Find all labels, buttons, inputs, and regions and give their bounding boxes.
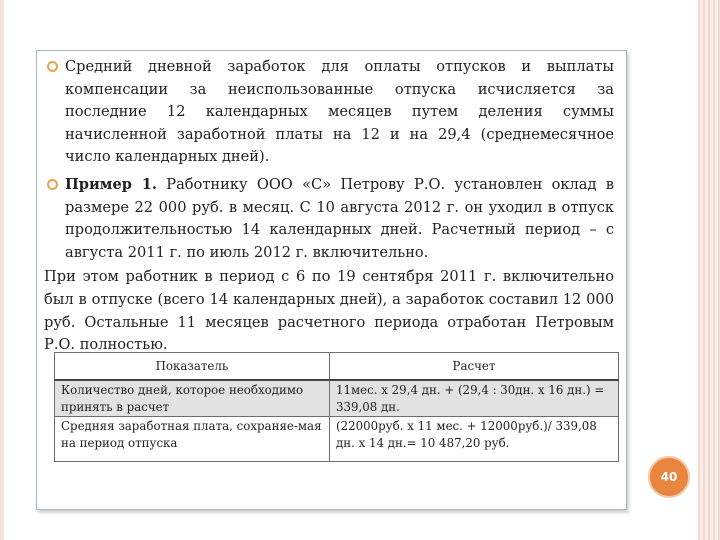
bullet-item-1: [44, 56, 614, 169]
table-header-row: [55, 353, 619, 381]
bullet-text: Работнику ООО «С» Петрову Р.О. установлен оклад в размере 22 000 руб. в месяц. С 10 августа 2012 г. он уходил в отпуск продолжительностью 14 календарных дней. Расчетный период – с августа 2011 г. по июль 2012 г. включительно.: [65, 175, 614, 261]
table-header-cell: Показатель: [55, 353, 330, 381]
table-row: [55, 380, 619, 417]
bullet-item-2: [44, 174, 614, 264]
paragraph-text: При этом работник в период с 6 по 19 сентября 2011 г. включительно был в отпуске (всего 14 календарных дней), а заработок составил 12 000 руб. Остальные 11 месяцев расчетного периода отработан Петровым Р.О. полностью.: [44, 268, 614, 354]
table-cell: Количество дней, которое необходимо принять в расчет: [55, 380, 330, 417]
table-cell: Средняя заработная плата, сохраняе-мая на период отпуска: [55, 417, 330, 462]
right-edge-stripes: [698, 0, 720, 540]
table-cell: (22000руб. х 11 мес. + 12000руб.)/ 339,08 дн. х 14 дн.= 10 487,20 руб.: [330, 417, 619, 462]
example-label: Пример 1.: [65, 175, 157, 193]
table-row: [55, 417, 619, 462]
table-cell: 11мес. х 29,4 дн. + (29,4 : 30дн. х 16 дн.) = 339,08 дн.: [330, 380, 619, 417]
bullet-ring-icon: [47, 179, 58, 190]
bullet-ring-icon: [47, 61, 58, 72]
calculation-table: [54, 352, 619, 462]
left-edge-band: [0, 0, 4, 540]
body-paragraph: [44, 266, 614, 356]
bullet-text: Средний дневной заработок для оплаты отпусков и выплаты компенсации за неиспользованные отпуска исчисляется за последние 12 календарных месяцев путем деления суммы начисленной заработной платы на 12 и на 29,4 (среднемесячное число календарных дней).: [65, 58, 614, 166]
slide-content: [44, 56, 614, 357]
page-number-badge: 40: [648, 456, 690, 498]
table-header-cell: Расчет: [330, 353, 619, 381]
